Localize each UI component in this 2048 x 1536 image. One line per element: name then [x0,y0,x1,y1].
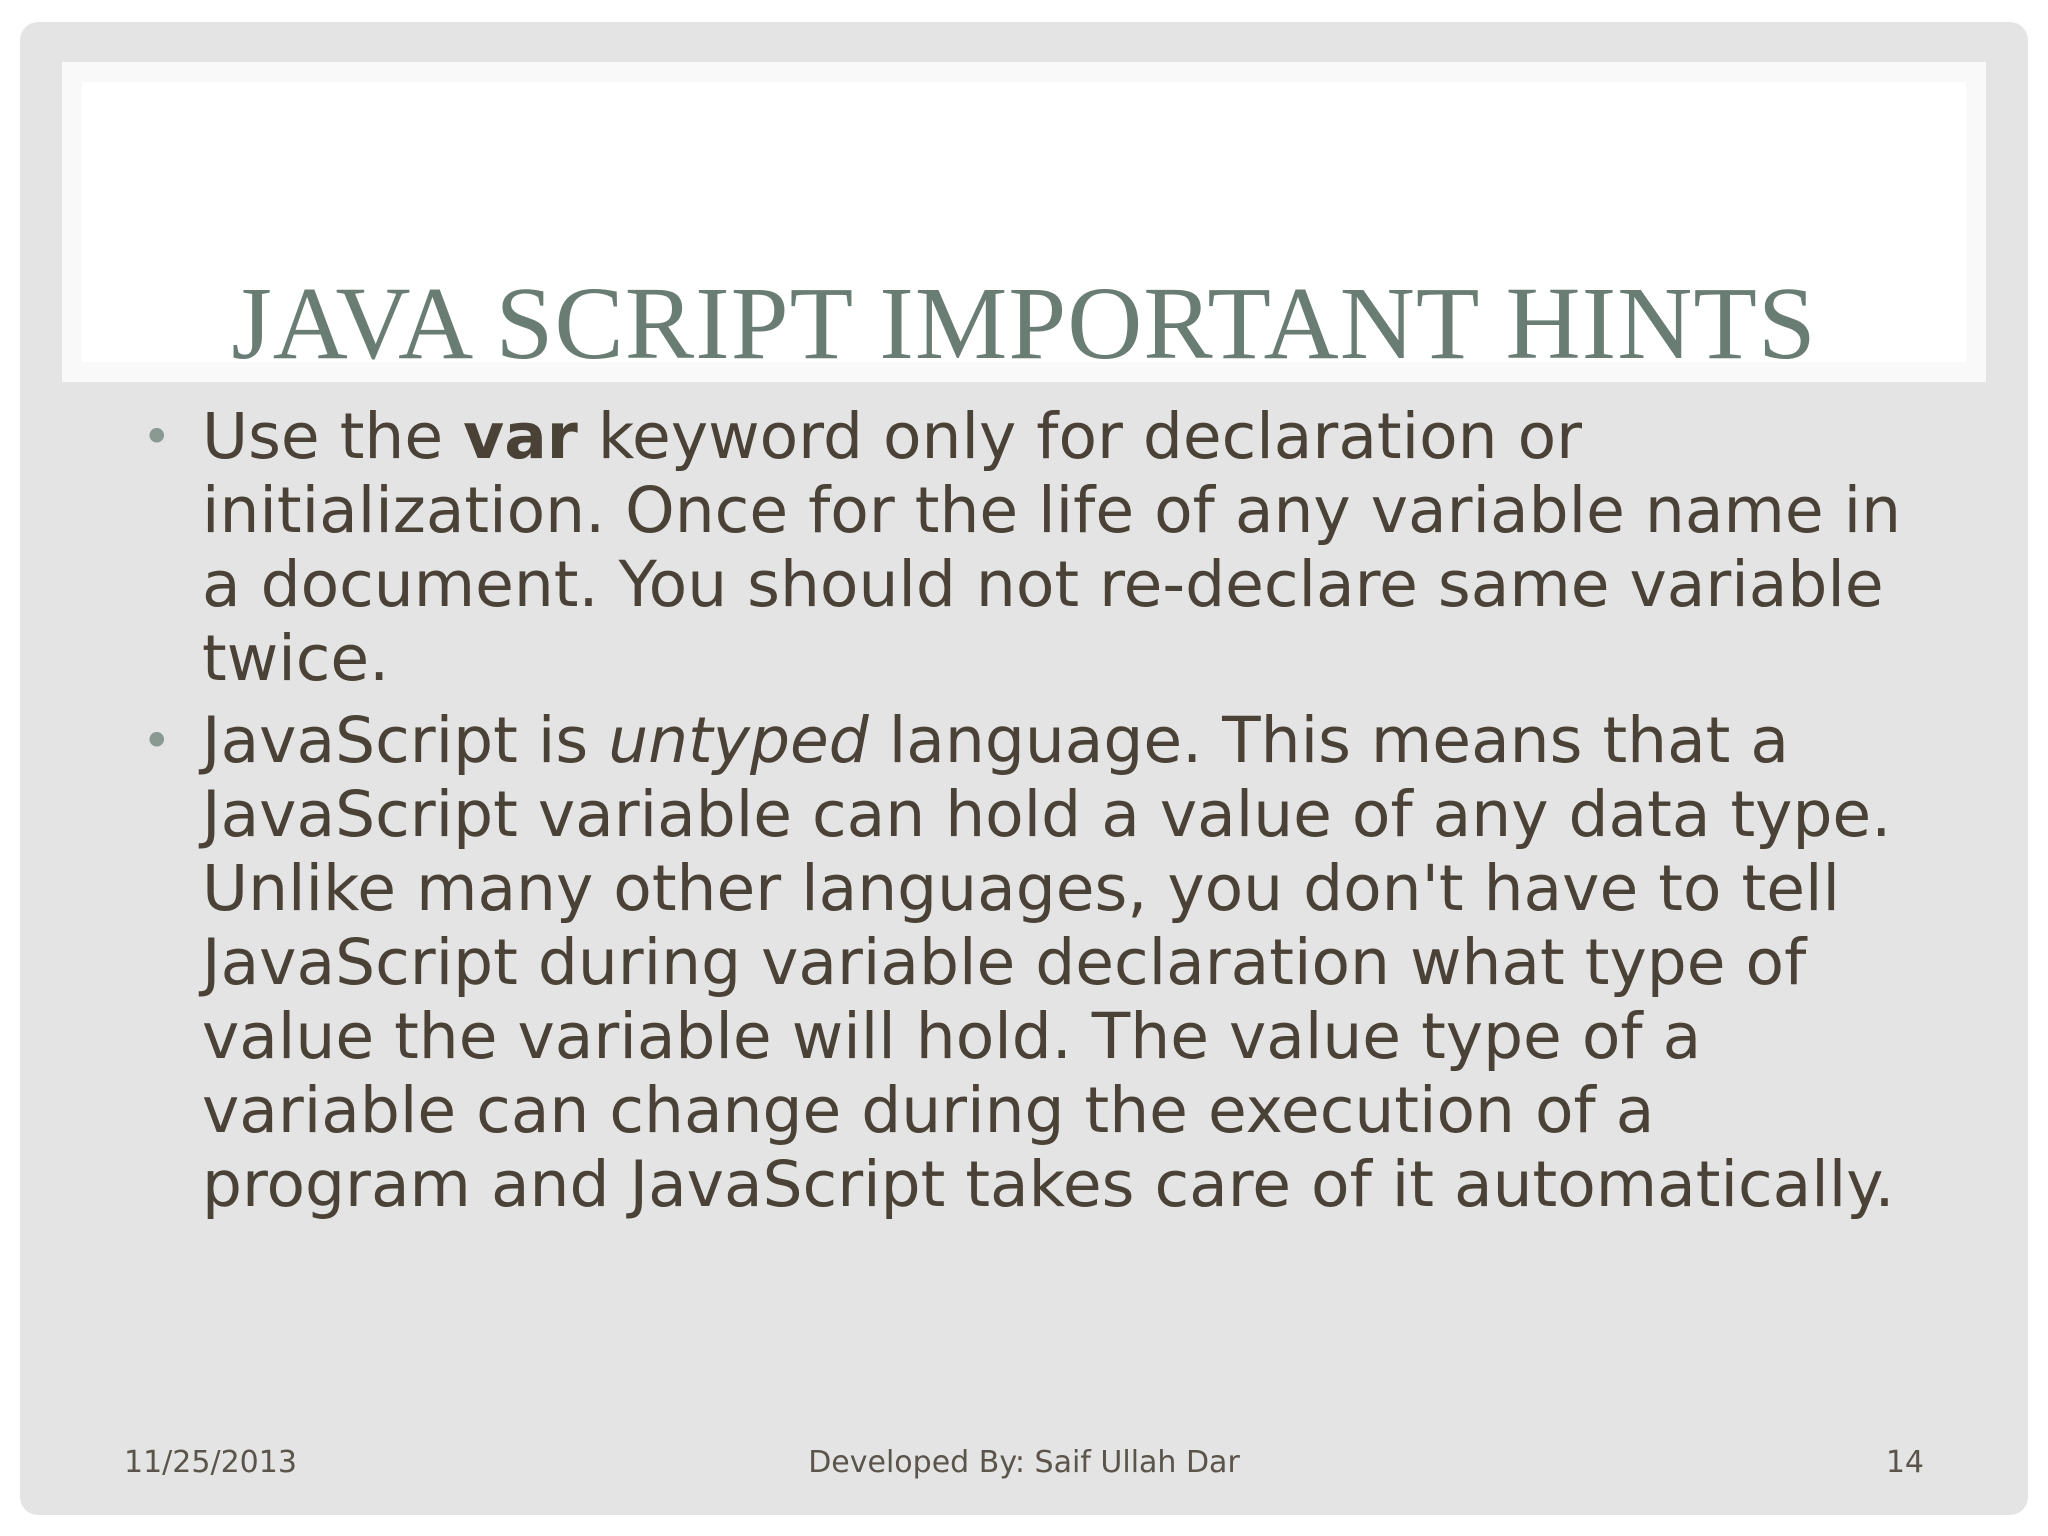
bullet-item-var-keyword [140,400,1940,696]
bullet-item-untyped [140,704,1940,1222]
footer-author: Developed By: Saif Ullah Dar [808,1445,1240,1480]
bullet-text-post: language. This means that a JavaScript variable can hold a value of any data type. Unlike many other languages, you don't have to tell JavaScript during variable declaration what type of value the variable will hold. The value type of a variable can change during the execution of a program and JavaScript takes care of it automatically. [202,704,1895,1221]
bullet-text-pre: Use the [202,400,464,473]
bullet-dot-icon: • [142,712,172,770]
slide-content [140,400,1940,1230]
bullet-text-post: keyword only for declaration or initialization. Once for the life of any variable name in a document. You should not re-declare same variable twice. [202,400,1902,695]
bullet-text-bold: var [463,400,578,473]
title-panel [82,82,1966,381]
slide-title: JAVA SCRIPT IMPORTANT HINTS [231,266,1817,381]
footer-date: 11/25/2013 [124,1445,297,1480]
bullet-text-italic: untyped [608,704,869,777]
bullet-text-pre: JavaScript is [202,704,609,777]
bullet-dot-icon: • [142,408,172,466]
footer-page-number: 14 [1885,1445,1924,1480]
title-band [62,62,1986,382]
